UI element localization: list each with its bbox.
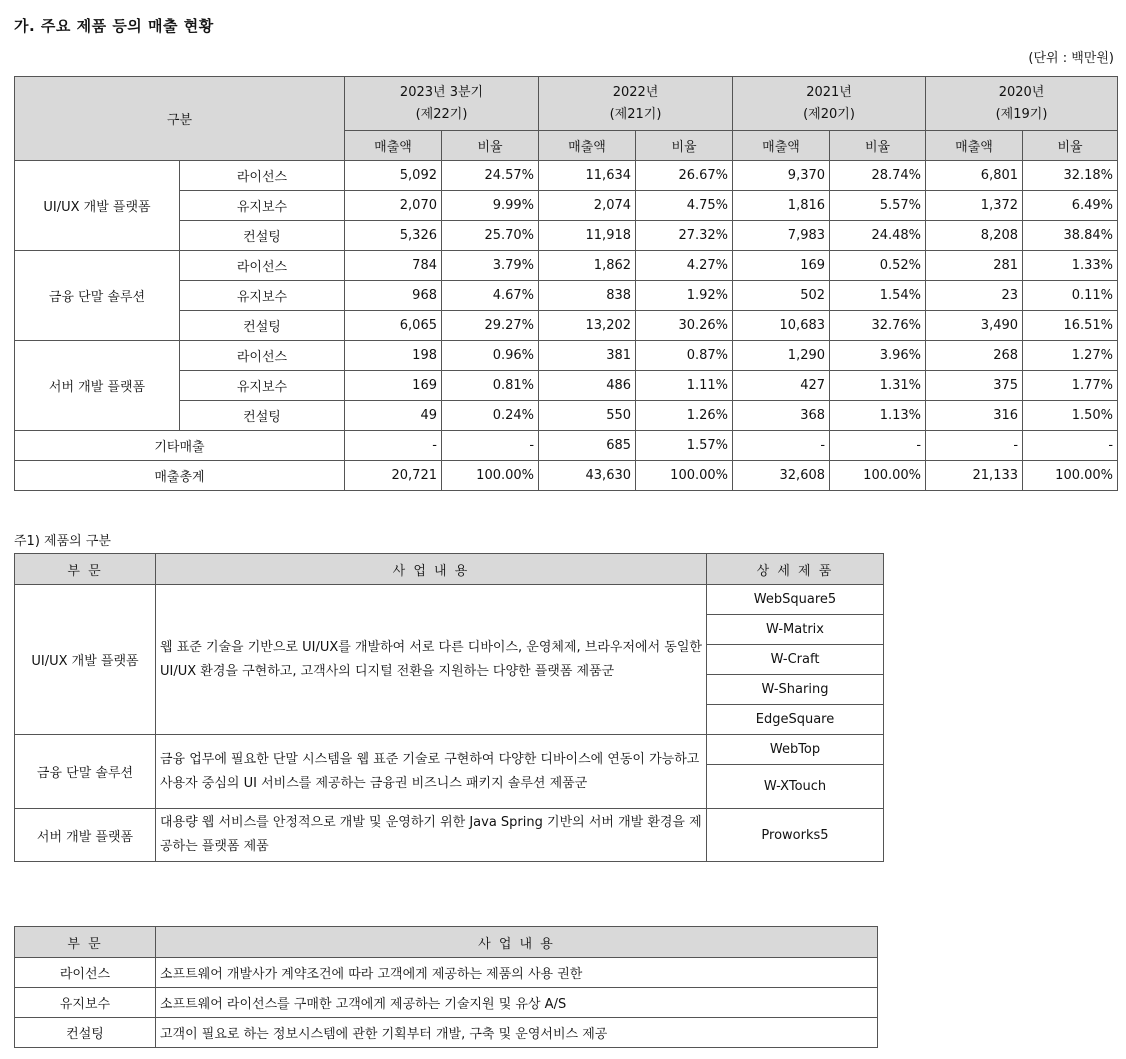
- period-header: 2023년 3분기 (제22기): [345, 77, 539, 131]
- item-label: 컨설팅: [180, 311, 345, 341]
- table-row: [15, 958, 878, 988]
- value-cell: 1.27%: [1023, 341, 1118, 371]
- division-label: UI/UX 개발 플랫폼: [15, 585, 156, 735]
- section-title: 가. 주요 제품 등의 매출 현황: [14, 17, 214, 35]
- value-cell: 2,070: [345, 191, 442, 221]
- table-row: [15, 251, 1118, 281]
- period-header: 2022년 (제21기): [539, 77, 733, 131]
- product-cell: W-Matrix: [707, 615, 884, 645]
- value-cell: 43,630: [539, 461, 636, 491]
- group-label: 금융 단말 솔루션: [15, 251, 180, 341]
- table-row: [15, 809, 884, 862]
- item-label: 라이선스: [180, 161, 345, 191]
- table-row: [15, 221, 1118, 251]
- value-cell: 7,983: [733, 221, 830, 251]
- value-cell: 2,074: [539, 191, 636, 221]
- value-cell: -: [345, 431, 442, 461]
- product-table: [14, 553, 884, 862]
- value-cell: 1,862: [539, 251, 636, 281]
- description-cell: 금융 업무에 필요한 단말 시스템을 웹 표준 기술로 구현하여 다양한 디바이스에 연동이 가능하고 사용자 중심의 UI 서비스를 제공하는 금융권 비즈니스 패키지 솔루션 제품군: [156, 735, 707, 809]
- product-table-body: [15, 585, 884, 862]
- value-cell: 29.27%: [442, 311, 539, 341]
- header-products: 상 세 제 품: [707, 554, 884, 585]
- description-cell: 고객이 필요로 하는 정보시스템에 관한 기획부터 개발, 구축 및 운영서비스 제공: [156, 1018, 878, 1048]
- sales-subheader: 매출액: [539, 131, 636, 161]
- product-cell: W-XTouch: [707, 765, 884, 809]
- item-label: 라이선스: [180, 341, 345, 371]
- value-cell: 11,634: [539, 161, 636, 191]
- item-label: 유지보수: [180, 281, 345, 311]
- product-cell: W-Sharing: [707, 675, 884, 705]
- item-label: 라이선스: [180, 251, 345, 281]
- table-row: [15, 191, 1118, 221]
- value-cell: 3,490: [926, 311, 1023, 341]
- value-cell: 1.11%: [636, 371, 733, 401]
- product-cell: WebTop: [707, 735, 884, 765]
- other-label: 기타매출: [15, 431, 345, 461]
- item-label: 컨설팅: [180, 401, 345, 431]
- total-label: 매출총계: [15, 461, 345, 491]
- value-cell: 32,608: [733, 461, 830, 491]
- value-cell: 4.67%: [442, 281, 539, 311]
- value-cell: 3.79%: [442, 251, 539, 281]
- value-cell: 1,372: [926, 191, 1023, 221]
- product-cell: WebSquare5: [707, 585, 884, 615]
- value-cell: 100.00%: [442, 461, 539, 491]
- business-table: [14, 926, 878, 1048]
- value-cell: 5,092: [345, 161, 442, 191]
- value-cell: 21,133: [926, 461, 1023, 491]
- value-cell: 0.87%: [636, 341, 733, 371]
- value-cell: 1.50%: [1023, 401, 1118, 431]
- value-cell: 20,721: [345, 461, 442, 491]
- value-cell: 0.24%: [442, 401, 539, 431]
- value-cell: 30.26%: [636, 311, 733, 341]
- value-cell: 100.00%: [830, 461, 926, 491]
- product-cell: EdgeSquare: [707, 705, 884, 735]
- value-cell: 8,208: [926, 221, 1023, 251]
- value-cell: 1.13%: [830, 401, 926, 431]
- value-cell: 1.33%: [1023, 251, 1118, 281]
- table-row: [15, 341, 1118, 371]
- value-cell: 1.26%: [636, 401, 733, 431]
- ratio-subheader: 비율: [636, 131, 733, 161]
- value-cell: 100.00%: [1023, 461, 1118, 491]
- table-row: [15, 585, 884, 615]
- value-cell: 23: [926, 281, 1023, 311]
- product-cell: Proworks5: [707, 809, 884, 862]
- value-cell: -: [926, 431, 1023, 461]
- value-cell: 1.31%: [830, 371, 926, 401]
- ratio-subheader: 비율: [442, 131, 539, 161]
- value-cell: 0.52%: [830, 251, 926, 281]
- value-cell: -: [830, 431, 926, 461]
- value-cell: 0.11%: [1023, 281, 1118, 311]
- note-label: 주1) 제품의 구분: [14, 534, 111, 549]
- value-cell: 502: [733, 281, 830, 311]
- description-cell: 소프트웨어 개발사가 계약조건에 따라 고객에게 제공하는 제품의 사용 권한: [156, 958, 878, 988]
- header-category: 구분: [15, 77, 345, 161]
- value-cell: 0.81%: [442, 371, 539, 401]
- value-cell: 268: [926, 341, 1023, 371]
- division-label: 금융 단말 솔루션: [15, 735, 156, 809]
- table-row: [15, 735, 884, 765]
- value-cell: 6.49%: [1023, 191, 1118, 221]
- value-cell: 27.32%: [636, 221, 733, 251]
- value-cell: 169: [733, 251, 830, 281]
- division-label: 라이선스: [15, 958, 156, 988]
- value-cell: 1.54%: [830, 281, 926, 311]
- period-header: 2021년 (제20기): [733, 77, 926, 131]
- item-label: 유지보수: [180, 191, 345, 221]
- value-cell: -: [442, 431, 539, 461]
- table-row: [15, 161, 1118, 191]
- sales-subheader: 매출액: [733, 131, 830, 161]
- value-cell: 32.76%: [830, 311, 926, 341]
- value-cell: 169: [345, 371, 442, 401]
- description-cell: 대용량 웹 서비스를 안정적으로 개발 및 운영하기 위한 Java Spring 기반의 서버 개발 환경을 제공하는 플랫폼 제품: [156, 809, 707, 862]
- value-cell: 9,370: [733, 161, 830, 191]
- value-cell: -: [1023, 431, 1118, 461]
- period-header: 2020년 (제19기): [926, 77, 1118, 131]
- value-cell: 381: [539, 341, 636, 371]
- value-cell: 4.75%: [636, 191, 733, 221]
- group-label: 서버 개발 플랫폼: [15, 341, 180, 431]
- sales-table-body: [15, 161, 1118, 491]
- value-cell: 550: [539, 401, 636, 431]
- table-row: [15, 311, 1118, 341]
- value-cell: 838: [539, 281, 636, 311]
- description-cell: 소프트웨어 라이선스를 구매한 고객에게 제공하는 기술지원 및 유상 A/S: [156, 988, 878, 1018]
- item-label: 유지보수: [180, 371, 345, 401]
- value-cell: 16.51%: [1023, 311, 1118, 341]
- value-cell: 968: [345, 281, 442, 311]
- division-label: 서버 개발 플랫폼: [15, 809, 156, 862]
- ratio-subheader: 비율: [1023, 131, 1118, 161]
- value-cell: 13,202: [539, 311, 636, 341]
- value-cell: 1.92%: [636, 281, 733, 311]
- table-row: [15, 281, 1118, 311]
- value-cell: 5.57%: [830, 191, 926, 221]
- value-cell: 1,816: [733, 191, 830, 221]
- group-label: UI/UX 개발 플랫폼: [15, 161, 180, 251]
- table-row: [15, 371, 1118, 401]
- header-description: 사 업 내 용: [156, 554, 707, 585]
- header-division: 부 문: [15, 554, 156, 585]
- division-label: 유지보수: [15, 988, 156, 1018]
- value-cell: 1.57%: [636, 431, 733, 461]
- ratio-subheader: 비율: [830, 131, 926, 161]
- value-cell: 4.27%: [636, 251, 733, 281]
- value-cell: 6,801: [926, 161, 1023, 191]
- value-cell: 26.67%: [636, 161, 733, 191]
- value-cell: 24.48%: [830, 221, 926, 251]
- unit-label: (단위 : 백만원): [1028, 51, 1114, 66]
- value-cell: 427: [733, 371, 830, 401]
- table-row: [15, 988, 878, 1018]
- value-cell: 198: [345, 341, 442, 371]
- value-cell: 281: [926, 251, 1023, 281]
- value-cell: 486: [539, 371, 636, 401]
- value-cell: 11,918: [539, 221, 636, 251]
- sales-subheader: 매출액: [926, 131, 1023, 161]
- table-row: [15, 401, 1118, 431]
- table-row: [15, 1018, 878, 1048]
- value-cell: 24.57%: [442, 161, 539, 191]
- value-cell: 28.74%: [830, 161, 926, 191]
- value-cell: 6,065: [345, 311, 442, 341]
- value-cell: 1.77%: [1023, 371, 1118, 401]
- value-cell: 368: [733, 401, 830, 431]
- value-cell: 49: [345, 401, 442, 431]
- division-label: 컨설팅: [15, 1018, 156, 1048]
- value-cell: 25.70%: [442, 221, 539, 251]
- value-cell: 316: [926, 401, 1023, 431]
- value-cell: 100.00%: [636, 461, 733, 491]
- item-label: 컨설팅: [180, 221, 345, 251]
- total-row: [15, 461, 1118, 491]
- value-cell: 784: [345, 251, 442, 281]
- value-cell: 1,290: [733, 341, 830, 371]
- header-description: 사 업 내 용: [156, 927, 878, 958]
- other-row: [15, 431, 1118, 461]
- value-cell: 0.96%: [442, 341, 539, 371]
- value-cell: 375: [926, 371, 1023, 401]
- value-cell: -: [733, 431, 830, 461]
- value-cell: 3.96%: [830, 341, 926, 371]
- product-cell: W-Craft: [707, 645, 884, 675]
- value-cell: 10,683: [733, 311, 830, 341]
- value-cell: 32.18%: [1023, 161, 1118, 191]
- value-cell: 685: [539, 431, 636, 461]
- value-cell: 9.99%: [442, 191, 539, 221]
- sales-subheader: 매출액: [345, 131, 442, 161]
- value-cell: 5,326: [345, 221, 442, 251]
- value-cell: 38.84%: [1023, 221, 1118, 251]
- description-cell: 웹 표준 기술을 기반으로 UI/UX를 개발하여 서로 다른 디바이스, 운영체제, 브라우저에서 동일한 UI/UX 환경을 구현하고, 고객사의 디지털 전환을 지원하는 다양한 플랫폼 제품군: [156, 585, 707, 735]
- sales-table: [14, 76, 1118, 491]
- business-table-body: [15, 958, 878, 1048]
- header-division: 부 문: [15, 927, 156, 958]
